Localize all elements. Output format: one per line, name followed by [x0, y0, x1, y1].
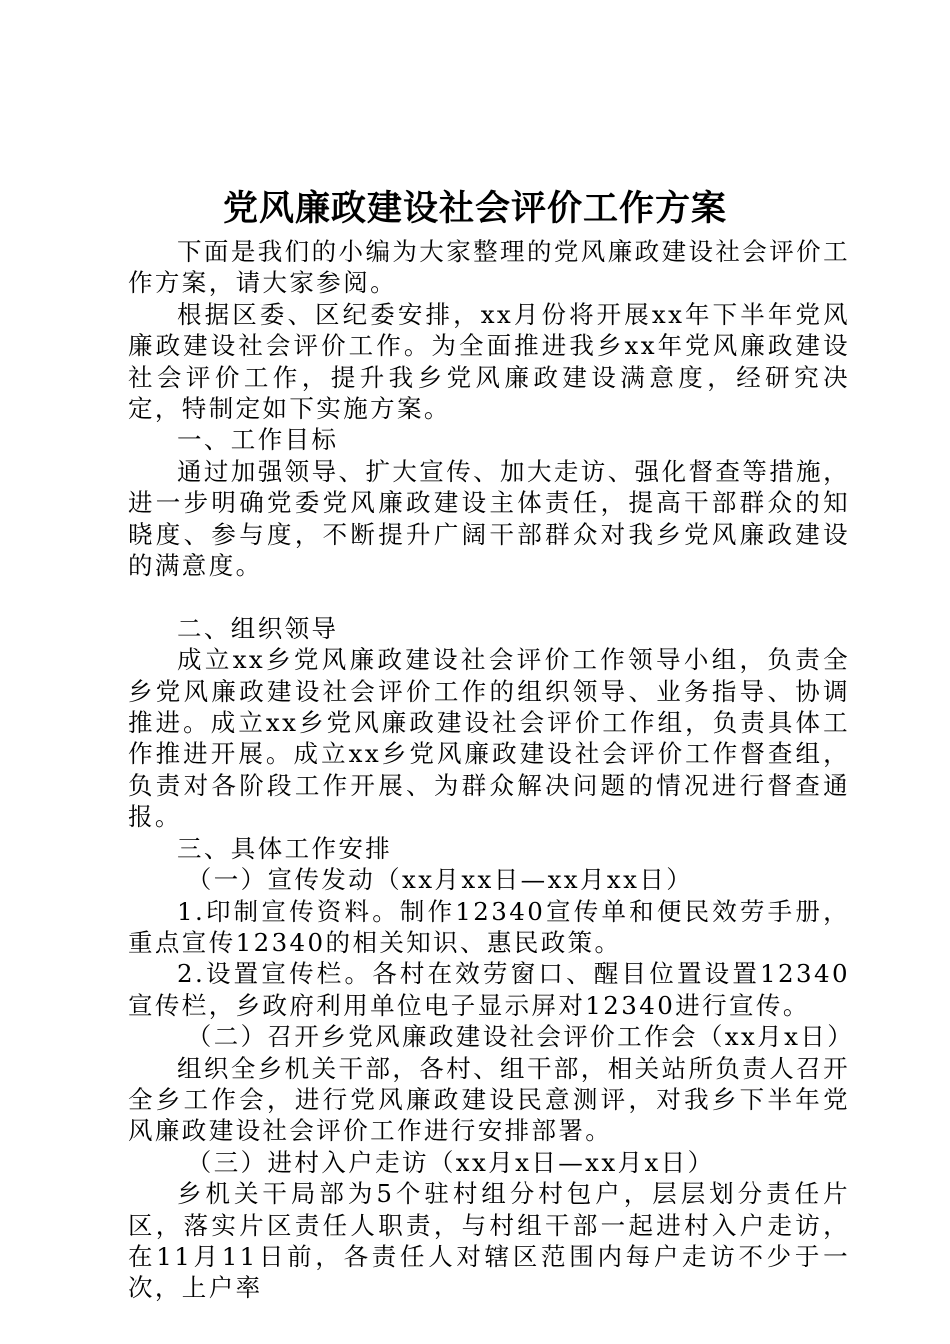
paragraph-item-1: 1.印制宣传资料。制作12340宣传单和便民效劳手册，重点宣传12340的相关知识、惠民政策。 [128, 896, 850, 957]
paragraph-spacer [128, 581, 850, 612]
paragraph-organization: 成立xx乡党风廉政建设社会评价工作领导小组，负责全乡党风廉政建设社会评价工作的组织领导、业务指导、协调推进。成立xx乡党风廉政建设社会评价工作组，负责具体工作推进开展。成立xx乡党风廉政建设社会评价工作督查组，负责对各阶段工作开展、为群众解决问题的情况进行督查通报。 [128, 645, 850, 832]
paragraph-goals: 通过加强领导、扩大宣传、加大走访、强化督查等措施，进一步明确党委党风廉政建设主体责任，提高干部群众的知晓度、参与度，不断提升广阔干部群众对我乡党风廉政建设的满意度。 [128, 456, 850, 581]
document-title: 党风廉政建设社会评价工作方案 [222, 188, 727, 229]
section-heading-goals: 一、工作目标 [177, 425, 339, 455]
subsection-heading-publicity: （一）宣传发动（xx月xx日—xx月xx日） [186, 865, 694, 895]
section-heading-arrangement: 三、具体工作安排 [177, 833, 393, 863]
subsection-heading-meeting: （二）召开乡党风廉政建设社会评价工作会（xx月x日） [186, 1022, 855, 1052]
paragraph-item-2: 2.设置宣传栏。各村在效劳窗口、醒目位置设置12340宣传栏，乡政府利用单位电子显示屏对12340进行宣传。 [128, 959, 850, 1020]
subsection-heading-visits: （三）进村入户走访（xx月x日—xx月x日） [186, 1147, 715, 1177]
paragraph-visits: 乡机关干局部为5个驻村组分村包户，层层划分责任片区，落实片区责任人职责，与村组干部一起进村入户走访，在11月11日前，各责任人对辖区范围内每户走访不少于一次，上户率 [128, 1179, 850, 1303]
document-body [128, 236, 855, 1304]
section-heading-organization: 二、组织领导 [177, 613, 339, 643]
paragraph-meeting: 组织全乡机关干部，各村、组干部，相关站所负责人召开全乡工作会，进行党风廉政建设民意测评，对我乡下半年党风廉政建设社会评价工作进行安排部署。 [128, 1053, 850, 1146]
paragraph-background: 根据区委、区纪委安排，xx月份将开展xx年下半年党风廉政建设社会评价工作。为全面推进我乡xx年党风廉政建设社会评价工作，提升我乡党风廉政建设满意度，经研究决定，特制定如下实施方案。 [128, 299, 850, 424]
paragraph-intro: 下面是我们的小编为大家整理的党风廉政建设社会评价工作方案，请大家参阅。 [128, 237, 850, 298]
